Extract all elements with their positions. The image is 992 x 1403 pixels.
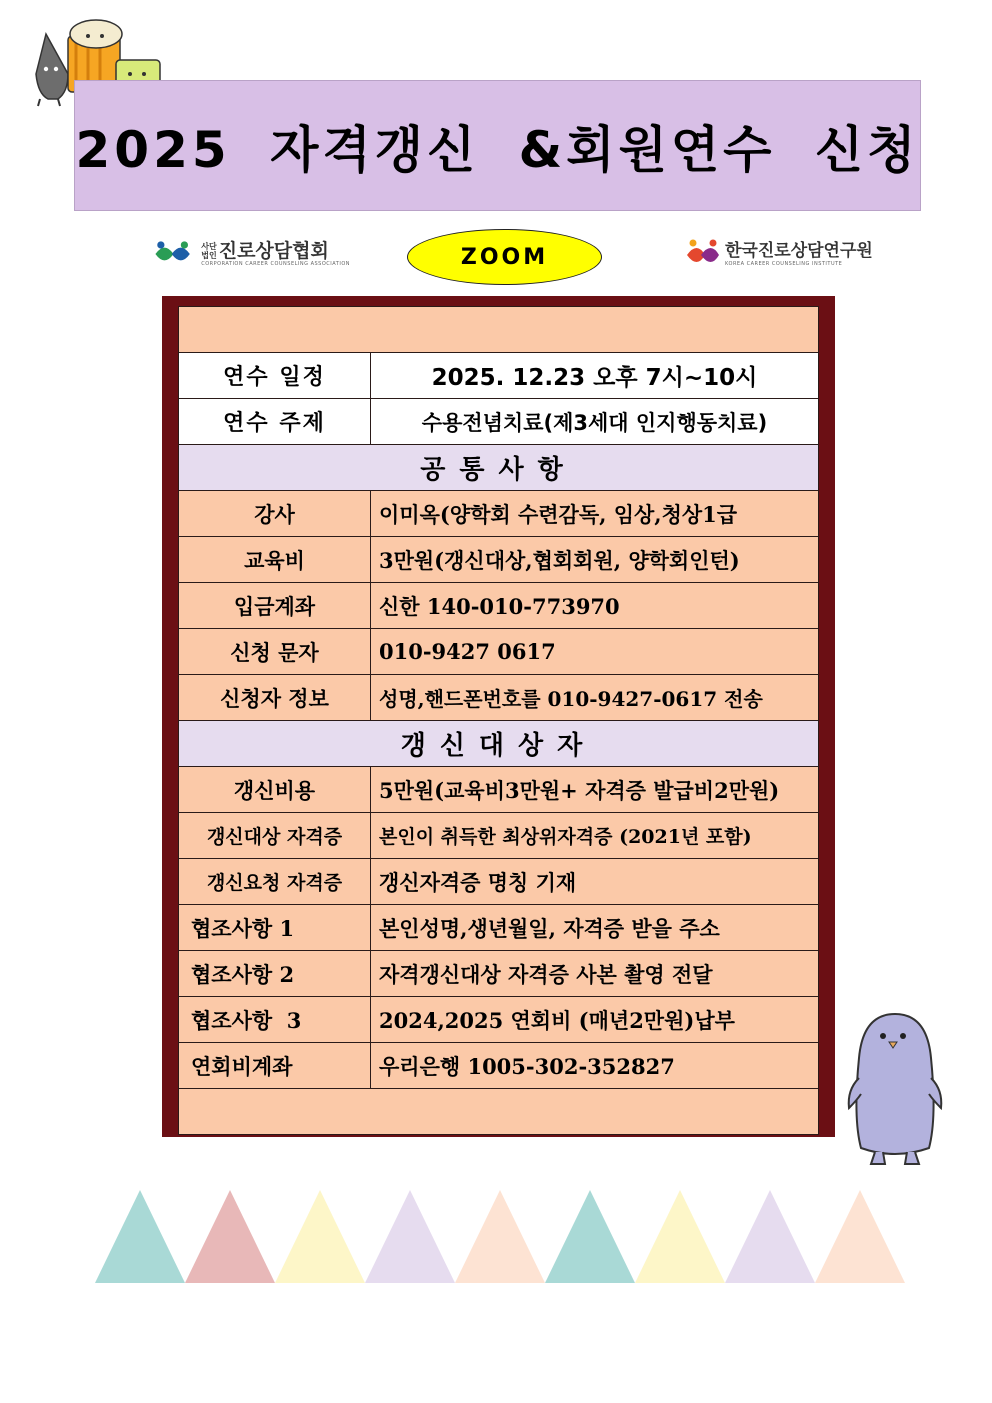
common-row-label: 입금계좌 [179,583,371,629]
table-row [179,997,819,1043]
title-banner [74,80,921,211]
page-title: 2025 자격갱신 &회원연수 신청 [75,120,920,179]
renewal-section-heading: 갱신대상자 [179,721,819,767]
renewal-row-value: 본인이 취득한 최상위자격증 (2021년 포함) [371,813,819,859]
institute-name: 한국진로상담연구원 [725,241,873,261]
table-top-spacer [179,307,819,353]
table-row [179,583,819,629]
decorative-triangle [275,1190,365,1283]
decorative-triangle [545,1190,635,1283]
schedule-value: 2025. 12.23 오후 7시~10시 [371,353,819,399]
common-row-label: 신청 문자 [179,629,371,675]
renewal-row-value: 자격갱신대상 자격증 사본 촬영 전달 [371,951,819,997]
renewal-row-label: 갱신요청 자격증 [179,859,371,905]
renewal-row-value: 2024,2025 연회비 (매년2만원)납부 [371,997,819,1043]
common-section-heading: 공통사항 [179,445,819,491]
table-row [179,859,819,905]
decorative-triangle [815,1190,905,1283]
common-row-value: 이미옥(양학회 수련감독, 임상,청상1급 [371,491,819,537]
renewal-row-label: 갱신대상 자격증 [179,813,371,859]
table-row [179,537,819,583]
decorative-triangle [635,1190,725,1283]
table-row [179,1043,819,1089]
institute-subtitle: KOREA CAREER COUNSELING INSTITUTE [725,261,843,267]
decorative-triangle [185,1190,275,1283]
table-bottom-spacer [179,1089,819,1135]
schedule-row [179,353,819,399]
topic-row [179,399,819,445]
common-row-value: 010-9427 0617 [371,629,819,675]
decorative-triangle [95,1190,185,1283]
penguin-character-illustration [845,1008,945,1168]
common-row-label: 강사 [179,491,371,537]
logo-prefix-bottom: 법인 [201,251,217,260]
schedule-label: 연수 일정 [179,353,371,399]
decorative-triangle [365,1190,455,1283]
renewal-row-label: 협조사항 1 [179,905,371,951]
topic-value: 수용전념치료(제3세대 인지행동치료) [371,399,819,445]
zoom-badge [407,229,602,285]
association-name: 진로상담협회 [218,240,329,262]
topic-label: 연수 주제 [179,399,371,445]
common-row-value: 신한 140-010-773970 [371,583,819,629]
renewal-row-label: 협조사항 2 [179,951,371,997]
table-row [179,491,819,537]
info-table-sheet [178,306,818,1135]
common-row-label: 신청자 정보 [179,675,371,721]
logo-prefix-top: 사단 [201,242,217,251]
renewal-row-value: 우리은행 1005-302-352827 [371,1043,819,1089]
common-row-value: 3만원(갱신대상,협회회원, 양학회인턴) [371,537,819,583]
common-section-heading-row [179,445,819,491]
info-table [178,306,819,1135]
institute-logo [683,234,873,274]
common-row-value: 성명,핸드폰번호를 010-9427-0617 전송 [371,675,819,721]
decorative-triangle-border [95,1190,905,1285]
institute-emblem-icon [683,235,723,273]
renewal-row-label: 협조사항 3 [179,997,371,1043]
decorative-triangle [725,1190,815,1283]
table-row [179,813,819,859]
zoom-label: ZOOM [460,244,549,270]
common-row-label: 교육비 [179,537,371,583]
renewal-row-label: 연회비계좌 [179,1043,371,1089]
renewal-row-value: 5만원(교육비3만원+ 자격증 발급비2만원) [371,767,819,813]
renewal-row-value: 본인성명,생년월일, 자격증 받을 주소 [371,905,819,951]
association-emblem-icon [150,236,195,272]
renewal-row-label: 갱신비용 [179,767,371,813]
table-row [179,905,819,951]
association-logo [150,234,350,274]
renewal-section-heading-row [179,721,819,767]
table-row [179,675,819,721]
table-row [179,629,819,675]
association-subtitle: CORPORATION CAREER COUNSELING ASSOCIATION [201,261,350,267]
table-row [179,951,819,997]
renewal-row-value: 갱신자격증 명칭 기재 [371,859,819,905]
decorative-triangle [455,1190,545,1283]
table-row [179,767,819,813]
